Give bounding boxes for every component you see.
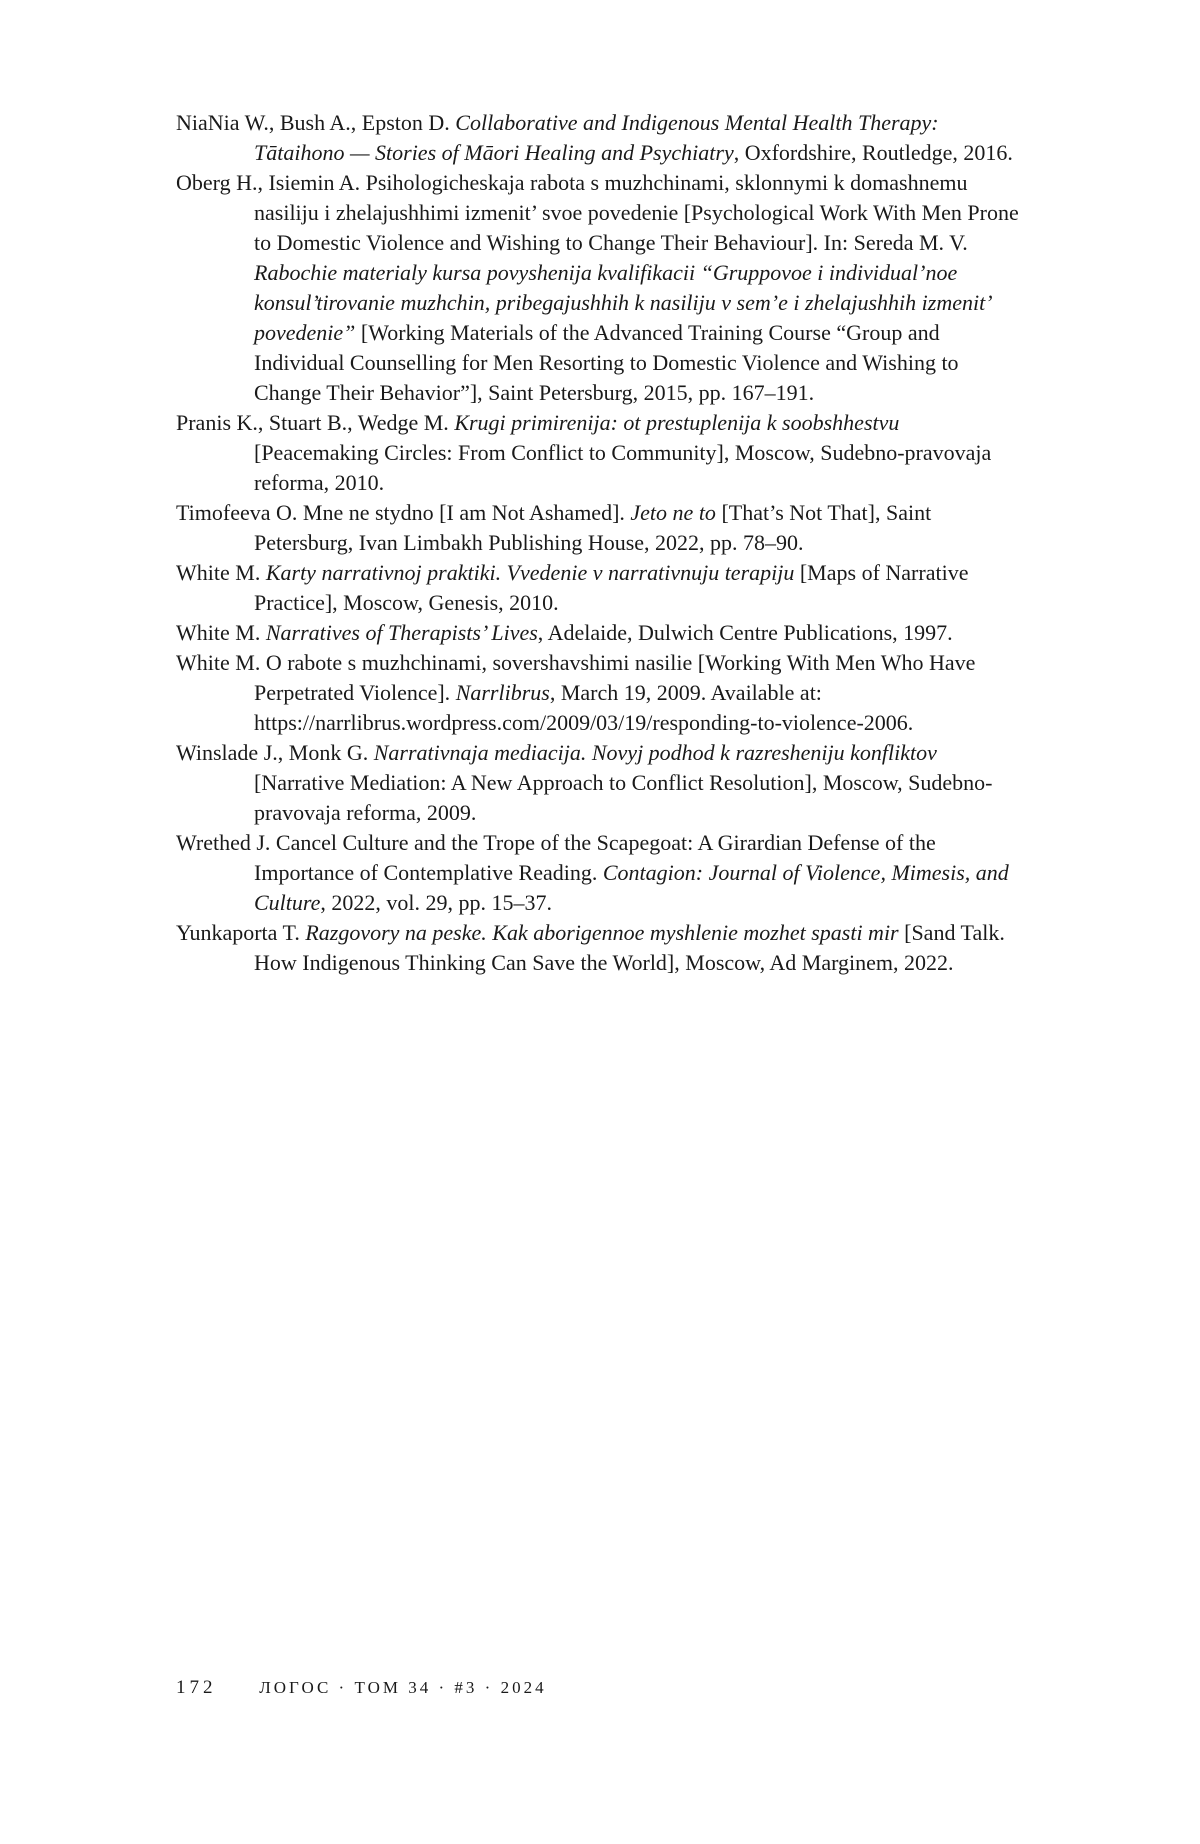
reference-text: Pranis K., Stuart B., Wedge M. [176, 410, 455, 435]
reference-text: [Peacemaking Circles: From Conflict to Community], Moscow, Sudebno-pravovaja reforma, 2010. [254, 440, 992, 495]
reference-title: Karty narrativnoj praktiki. Vvedenie v narrativnuju terapiju [265, 560, 795, 585]
reference-text: Wrethed J. Cancel Culture and the Trope of the Scapegoat: A Girardian Defense of the Importance of Contemplative Reading. [176, 830, 936, 885]
journal-running-footer: ЛОГОС · ТОМ 34 · #3 · 2024 [259, 1678, 547, 1697]
reference-title: Rabochie materialy kursa povyshenija kvalifikacii “Gruppovoe i individual’noe konsul’tirovanie muzhchin, pribegajushhih k nasiliju v sem’e i zhelajushhih izmenit’ povedenie” [254, 260, 991, 345]
reference-text: [Sand Talk. How Indigenous Thinking Can Save the World], Moscow, Ad Marginem, 2022. [254, 920, 1005, 975]
reference-text: [Narrative Mediation: A New Approach to Conflict Resolution], Moscow, Sudebno-pravovaja reforma, 2009. [254, 770, 993, 825]
reference-entry [176, 648, 1028, 738]
reference-title: Krugi primirenija: ot prestuplenija k soobshhestvu [454, 410, 900, 435]
reference-title: Narrativnaja mediacija. Novyj podhod k razresheniju konfliktov [373, 740, 937, 765]
reference-text: White M. [176, 620, 266, 645]
page-footer [176, 1677, 547, 1699]
reference-text: White M. [176, 560, 266, 585]
reference-title: Contagion: Journal of Violence, Mimesis, and Culture [254, 860, 1009, 915]
reference-entry [176, 618, 1028, 648]
reference-text: , Adelaide, Dulwich Centre Publications, 1997. [537, 620, 953, 645]
reference-text: White M. O rabote s muzhchinami, sovershavshimi nasilie [Working With Men Who Have Perpetrated Violence]. [176, 650, 976, 705]
reference-entry [176, 558, 1028, 618]
reference-title: Collaborative and Indigenous Mental Health Therapy: Tātaihono — Stories of Māori Healing and Psychiatry [254, 110, 939, 165]
reference-text: [That’s Not That], Saint Petersburg, Ivan Limbakh Publishing House, 2022, pp. 78–90. [254, 500, 932, 555]
reference-entry [176, 408, 1028, 498]
reference-text: , Oxfordshire, Routledge, 2016. [733, 140, 1013, 165]
reference-entry [176, 168, 1028, 408]
reference-title: Narratives of Therapists’ Lives [265, 620, 538, 645]
reference-text: Oberg H., Isiemin A. Psihologicheskaja rabota s muzhchinami, sklonnymi k domashnemu nasiliju i zhelajushhimi izmenit’ svoe povedenie [Psychological Work With Men Prone to Domestic Violence and Wishing to Change Their Behaviour]. In: Sereda M. V. [176, 170, 1019, 255]
reference-text: NiaNia W., Bush A., Epston D. [176, 110, 456, 135]
reference-entry [176, 828, 1028, 918]
reference-entry [176, 738, 1028, 828]
reference-title: Razgovory na peske. Kak aborigennoe myshlenie mozhet spasti mir [305, 920, 899, 945]
reference-text: Winslade J., Monk G. [176, 740, 374, 765]
page-number: 172 [176, 1677, 217, 1698]
reference-entry [176, 918, 1028, 978]
reference-text: Yunkaporta T. [176, 920, 306, 945]
reference-list [176, 108, 1028, 978]
reference-title: Jeto ne to [630, 500, 716, 525]
reference-title: Narrlibrus [455, 680, 550, 705]
reference-text: Timofeeva O. Mne ne stydno [I am Not Ashamed]. [176, 500, 631, 525]
reference-entry [176, 498, 1028, 558]
reference-text: , March 19, 2009. Available at: https://narrlibrus.wordpress.com/2009/03/19/responding-to-violence-2006. [254, 680, 914, 735]
reference-text: , 2022, vol. 29, pp. 15–37. [320, 890, 553, 915]
reference-entry [176, 108, 1028, 168]
reference-text: [Working Materials of the Advanced Training Course “Group and Individual Counselling for Men Resorting to Domestic Violence and Wishing to Change Their Behavior”], Saint Petersburg, 2015, pp. 167–191. [254, 320, 959, 405]
reference-text: [Maps of Narrative Practice], Moscow, Genesis, 2010. [254, 560, 969, 615]
